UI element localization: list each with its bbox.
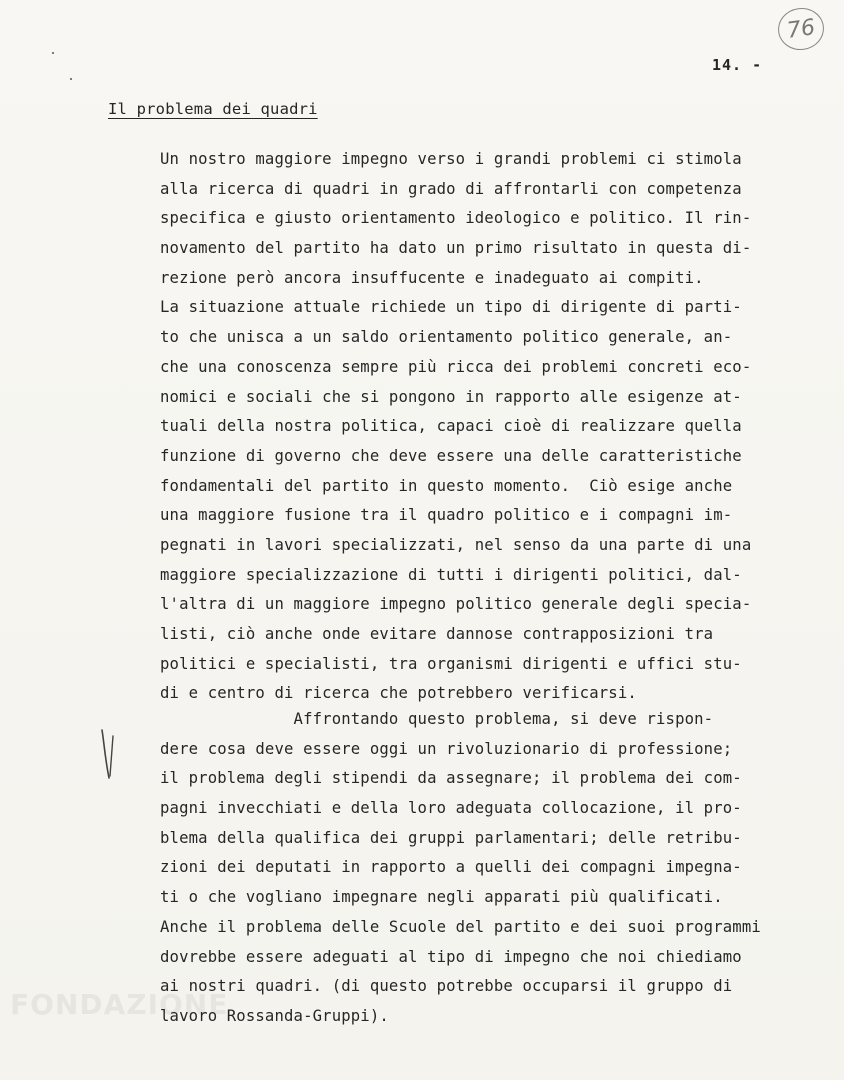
text-line: Affrontando questo problema, si deve rispon- — [160, 710, 714, 728]
text-line: La situazione attuale richiede un tipo di dirigente di parti- — [160, 298, 742, 317]
text-line: dere cosa deve essere oggi un rivoluzionario di professione; — [160, 739, 733, 758]
page-number: 14. - — [712, 56, 763, 74]
archive-number-stamp: 76 — [775, 5, 826, 53]
paragraph-2 — [160, 705, 820, 1032]
text-line: blema della qualifica dei gruppi parlamentari; delle retribu- — [160, 828, 742, 847]
text-line: tuali della nostra politica, capaci cioè di realizzare quella — [160, 417, 742, 436]
text-line: Un nostro maggiore impegno verso i grandi problemi ci stimola — [160, 150, 742, 168]
text-line: to che unisca a un saldo orientamento politico generale, an- — [160, 328, 733, 347]
text-line: nomici e sociali che si pongono in rapporto alle esigenze at- — [160, 387, 742, 406]
text-line: l'altra di un maggiore impegno politico generale degli specia- — [160, 595, 752, 614]
text-line: politici e specialisti, tra organismi dirigenti e uffici stu- — [160, 654, 742, 673]
text-line: funzione di governo che deve essere una delle caratteristiche — [160, 446, 742, 465]
text-line: maggiore specializzazione di tutti i dirigenti politici, dal- — [160, 565, 742, 584]
text-line: novamento del partito ha dato un primo risultato in questa di- — [160, 239, 752, 258]
text-line: il problema degli stipendi da assegnare; il problema dei com- — [160, 769, 742, 788]
archive-watermark: FONDAZIONE — [10, 988, 229, 1021]
text-line: rezione però ancora insuffucente e inadeguato ai compiti. — [160, 268, 704, 287]
text-line: specifica e giusto orientamento ideologico e politico. Il rin- — [160, 209, 752, 228]
text-line: pegnati in lavori specializzati, nel senso da una parte di una — [160, 535, 752, 554]
text-line: lavoro Rossanda-Gruppi). — [160, 1006, 389, 1025]
text-line: una maggiore fusione tra il quadro politico e i compagni im- — [160, 506, 733, 525]
text-line: ai nostri quadri. (di questo potrebbe occuparsi il gruppo di — [160, 977, 733, 996]
text-line: dovrebbe essere adeguati al tipo di impegno che noi chiediamo — [160, 947, 742, 966]
text-line: Anche il problema delle Scuole del partito e dei suoi programmi — [160, 917, 761, 936]
section-heading: Il problema dei quadri — [108, 100, 318, 118]
text-line: zioni dei deputati in rapporto a quelli dei compagni impegna- — [160, 858, 742, 877]
text-line: fondamentali del partito in questo momento. Ciò esige anche — [160, 476, 733, 495]
handwritten-margin-mark — [98, 728, 118, 780]
paper-speck — [52, 52, 54, 54]
paper-speck — [70, 78, 72, 80]
text-line: ti o che vogliano impegnare negli apparati più qualificati. — [160, 888, 723, 907]
text-line: listi, ciò anche onde evitare dannose contrapposizioni tra — [160, 625, 714, 643]
text-line: che una conoscenza sempre più ricca dei problemi concreti eco- — [160, 357, 752, 376]
text-line: pagni invecchiati e della loro adeguata collocazione, il pro- — [160, 799, 742, 818]
paragraph-1 — [160, 145, 820, 709]
text-line: di e centro di ricerca che potrebbero verificarsi. — [160, 684, 637, 703]
text-line: alla ricerca di quadri in grado di affrontarli con competenza — [160, 179, 742, 198]
